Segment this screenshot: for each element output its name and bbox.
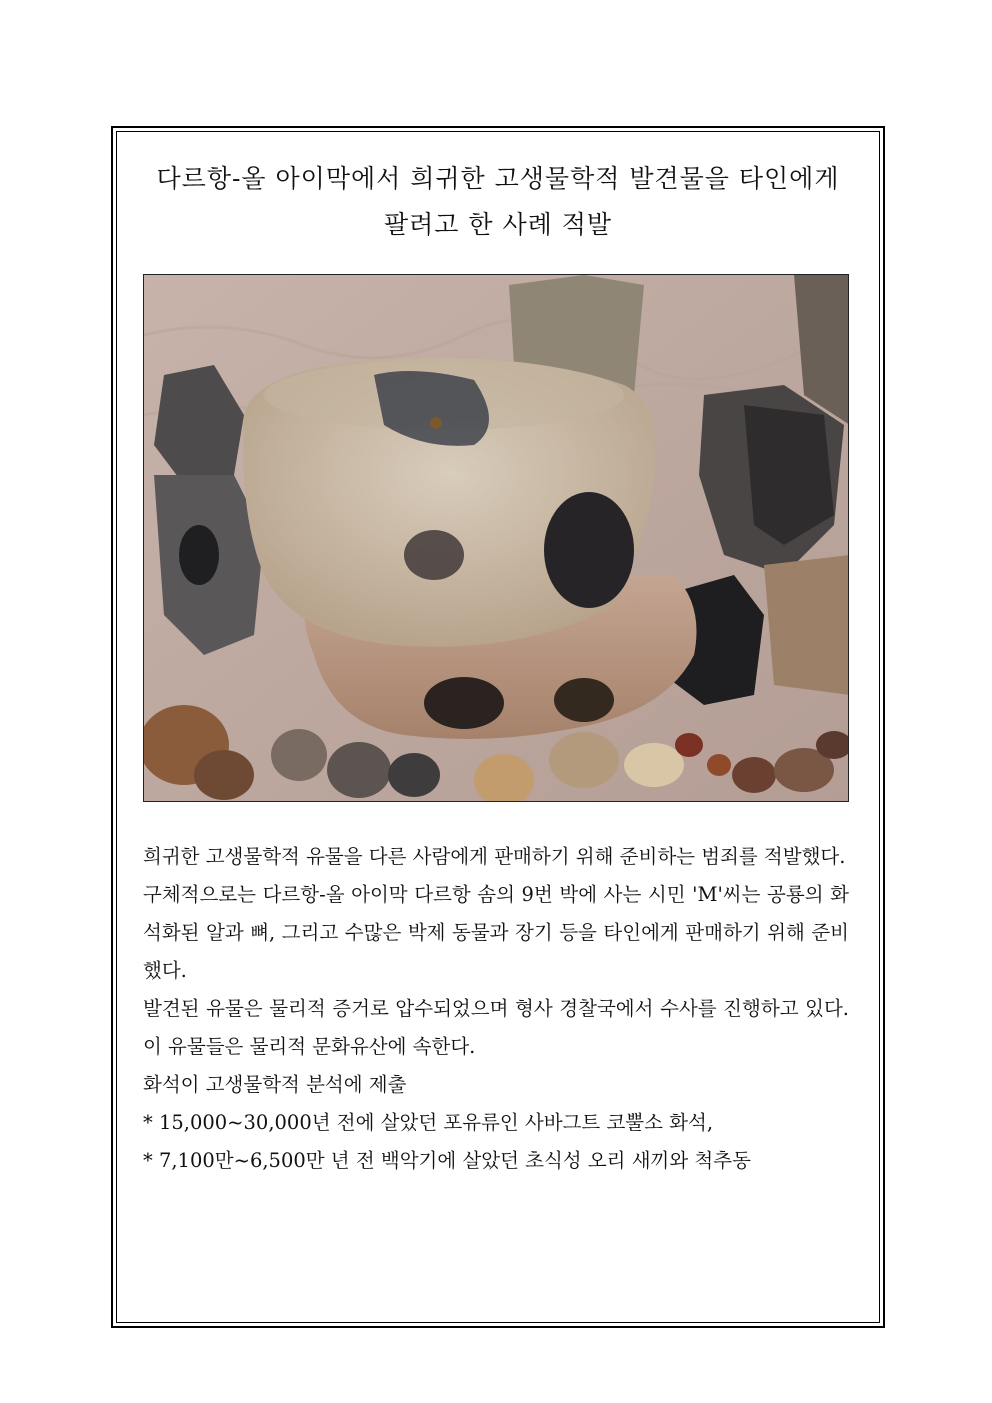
article-title: [130, 156, 866, 248]
paragraph-3: 발견된 유물은 물리적 증거로 압수되었으며 형사 경찰국에서 수사를 진행하고 있다. 이 유물들은 물리적 문화유산에 속한다.: [143, 997, 849, 1058]
paragraph-4: 화석이 고생물학적 분석에 제출: [143, 1073, 407, 1096]
bullet-item-2: * 7,100만~6,500만 년 전 백악기에 살았던 초식성 오리 새끼와 척추동: [143, 1149, 751, 1172]
paragraph-1: 희귀한 고생물학적 유물을 다른 사람에게 판매하기 위해 준비하는 범죄를 적발했다.: [143, 845, 846, 868]
title-line-1: 다르항-올 아이막에서 희귀한 고생물학적 발견물을 타인에게: [156, 164, 840, 193]
fossil-photo: [143, 274, 849, 802]
paragraph-2: 구체적으로는 다르항-올 아이막 다르항 솜의 9번 박에 사는 시민 'M'씨는 공룡의 화석화된 알과 뼈, 그리고 수많은 박제 동물과 장기 등을 타인에게 판매하기 위해 준비했다.: [143, 883, 849, 982]
bullet-item-1: * 15,000~30,000년 전에 살았던 포유류인 사바그트 코뿔소 화석,: [143, 1111, 714, 1134]
title-line-2: 팔려고 한 사례 적발: [383, 210, 613, 239]
article-body: [143, 838, 849, 1180]
